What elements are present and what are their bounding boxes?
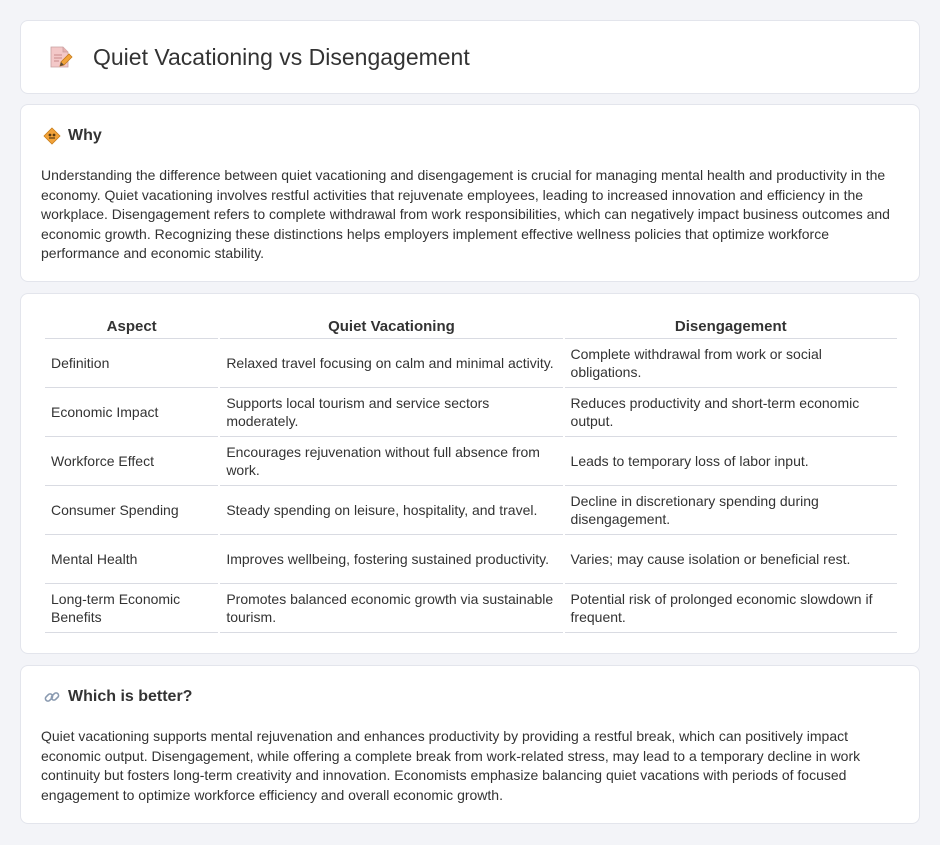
header-card <box>20 20 920 94</box>
disengagement-cell: Complete withdrawal from work or social obligations. <box>565 339 897 388</box>
aspect-cell: Workforce Effect <box>45 437 218 486</box>
aspect-cell: Mental Health <box>45 535 218 584</box>
better-text: Quiet vacationing supports mental rejuvenation and enhances productivity by providing a restful break, which can positively impact economic output. Disengagement, while offering a complete break from work-related stress, may lead to a temporary decline in work continuity but fosters long-term creativity and innovation. Economists emphasize balancing quiet vacations with periods of focused engagement to optimize workforce efficiency and overall economic growth. <box>41 728 861 803</box>
link-icon <box>43 688 61 706</box>
table-header-row <box>45 317 897 339</box>
disengagement-cell: Potential risk of prolonged economic slowdown if frequent. <box>565 584 897 633</box>
better-heading: Which is better? <box>68 688 193 705</box>
table-row <box>45 584 897 633</box>
table-row <box>45 486 897 535</box>
disengagement-cell: Decline in discretionary spending during disengagement. <box>565 486 897 535</box>
aspect-cell: Consumer Spending <box>45 486 218 535</box>
quiet-vacationing-cell: Improves wellbeing, fostering sustained productivity. <box>220 535 562 584</box>
page-title: Quiet Vacationing vs Disengagement <box>93 43 470 70</box>
disengagement-cell: Leads to temporary loss of labor input. <box>565 437 897 486</box>
aspect-cell: Economic Impact <box>45 388 218 437</box>
quiet-vacationing-cell: Encourages rejuvenation without full absence from work. <box>220 437 562 486</box>
table-row <box>45 388 897 437</box>
disengagement-cell: Reduces productivity and short-term economic output. <box>565 388 897 437</box>
header-quiet-vacationing: Quiet Vacationing <box>220 317 562 339</box>
which-is-better-section <box>20 665 920 824</box>
diamond-sign-icon <box>43 127 61 145</box>
disengagement-cell: Varies; may cause isolation or beneficial rest. <box>565 535 897 584</box>
quiet-vacationing-cell: Promotes balanced economic growth via sustainable tourism. <box>220 584 562 633</box>
header-aspect: Aspect <box>45 317 218 339</box>
quiet-vacationing-cell: Steady spending on leisure, hospitality, and travel. <box>220 486 562 535</box>
table-row <box>45 339 897 388</box>
why-text: Understanding the difference between quiet vacationing and disengagement is crucial for managing mental health and productivity in the economy. Quiet vacationing involves restful activities that rejuvenate employees, leading to increased innovation and efficiency in the workplace. Disengagement refers to complete withdrawal from work responsibilities, which can negatively impact business outcomes and economic growth. Recognizing these distinctions helps employers implement effective wellness policies that optimize workforce performance and economic stability. <box>41 167 890 262</box>
comparison-table-card <box>20 293 920 654</box>
comparison-table <box>43 317 899 633</box>
aspect-cell: Definition <box>45 339 218 388</box>
table-row <box>45 535 897 584</box>
quiet-vacationing-cell: Supports local tourism and service sectors moderately. <box>220 388 562 437</box>
document-pencil-icon <box>47 44 73 70</box>
quiet-vacationing-cell: Relaxed travel focusing on calm and minimal activity. <box>220 339 562 388</box>
why-heading: Why <box>68 127 102 144</box>
why-section <box>20 104 920 282</box>
aspect-cell: Long-term Economic Benefits <box>45 584 218 633</box>
header-disengagement: Disengagement <box>565 317 897 339</box>
table-row <box>45 437 897 486</box>
